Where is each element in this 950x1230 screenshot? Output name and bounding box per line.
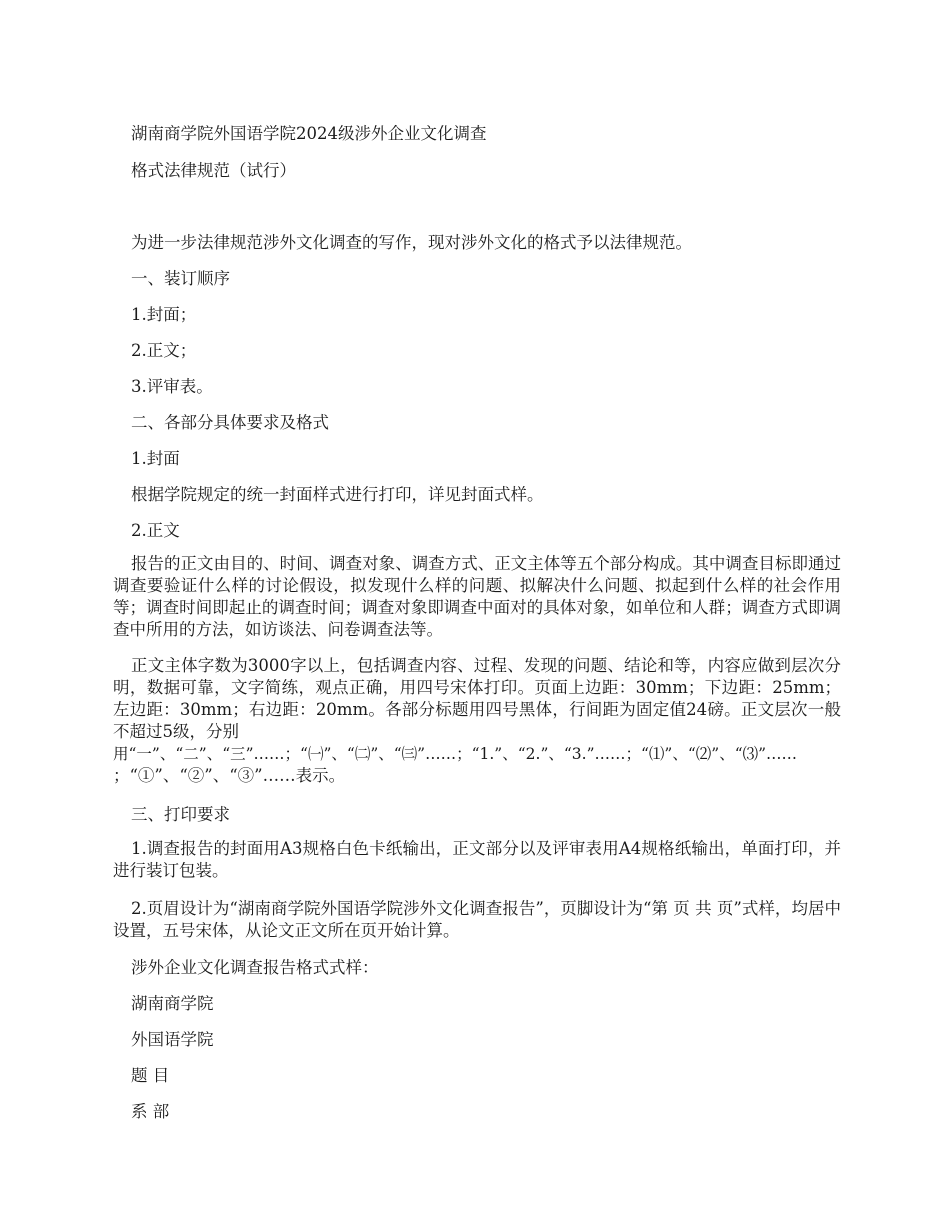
section3-item1: 1.调查报告的封面用A3规格白色卡纸输出，正文部分以及评审表用A4规格纸输出，单面打印，并进行装订包装。 (113, 839, 841, 880)
section1-item-body: 2.正文； (131, 341, 197, 360)
sample-line-college: 外国语学院 (131, 1030, 214, 1049)
document-title-line1: 湖南商学院外国语学院2024级涉外企业文化调查 (131, 124, 487, 143)
sample-line-department: 系 部 (131, 1102, 170, 1121)
body-paragraph2-levels-end: ；“①”、“②”、“③”……表示。 (113, 766, 346, 785)
section2-body-paragraph2 (113, 655, 841, 787)
sample-line-title: 题 目 (131, 1066, 170, 1085)
section2-body-paragraph1: 报告的正文由目的、时间、调查对象、调查方式、正文主体等五个部分构成。其中调查目标即通过调查要验证什么样的讨论假设，拟发现什么样的问题、拟解决什么问题、拟起到什么样的社会作用等；调查时间即起止的调查时间；调查对象即调查中面对的具体对象，如单位和人群；调查方式即调查中所用的方法，如访谈法、问卷调查法等。 (113, 554, 841, 639)
section2-body-heading: 2.正文 (131, 521, 180, 540)
section2-heading: 二、各部分具体要求及格式 (131, 413, 329, 432)
intro-paragraph: 为进一步法律规范涉外文化调查的写作，现对涉外文化的格式予以法律规范。 (131, 233, 692, 252)
sample-line-school: 湖南商学院 (131, 994, 214, 1013)
section3-heading: 三、打印要求 (131, 805, 230, 824)
section1-heading: 一、装订顺序 (131, 269, 230, 288)
section2-cover-heading: 1.封面 (131, 449, 180, 468)
section3-item2: 2.页眉设计为“湖南商学院外国语学院涉外文化调查报告”，页脚设计为“第 页 共 页”式样，均居中设置，五号宋体，从论文正文所在页开始计算。 (113, 899, 841, 940)
body-paragraph2-levels: 用“一”、“二”、“三”……；“㈠”、“㈡”、“㈢”……；“1.”、“2.”、“3.”……；“⑴”、“⑵”、“⑶”…… (113, 745, 798, 763)
body-paragraph2-main: 正文主体字数为3000字以上，包括调查内容、过程、发现的问题、结论和等，内容应做到层次分明，数据可靠，文字简练，观点正确，用四号宋体打印。页面上边距：30mm；下边距：25mm；左边距：30mm；右边距：20mm。各部分标题用四号黑体，行间距为固定值24磅。正文层次一般不超过5级，分别 (113, 656, 841, 741)
section1-item-cover: 1.封面； (131, 305, 197, 324)
section2-cover-text: 根据学院规定的统一封面样式进行打印，详见封面式样。 (131, 485, 544, 504)
document-title-line2: 格式法律规范（试行） (131, 161, 296, 180)
sample-heading: 涉外企业文化调查报告格式式样： (131, 958, 379, 977)
section1-item-review: 3.评审表。 (131, 377, 213, 396)
